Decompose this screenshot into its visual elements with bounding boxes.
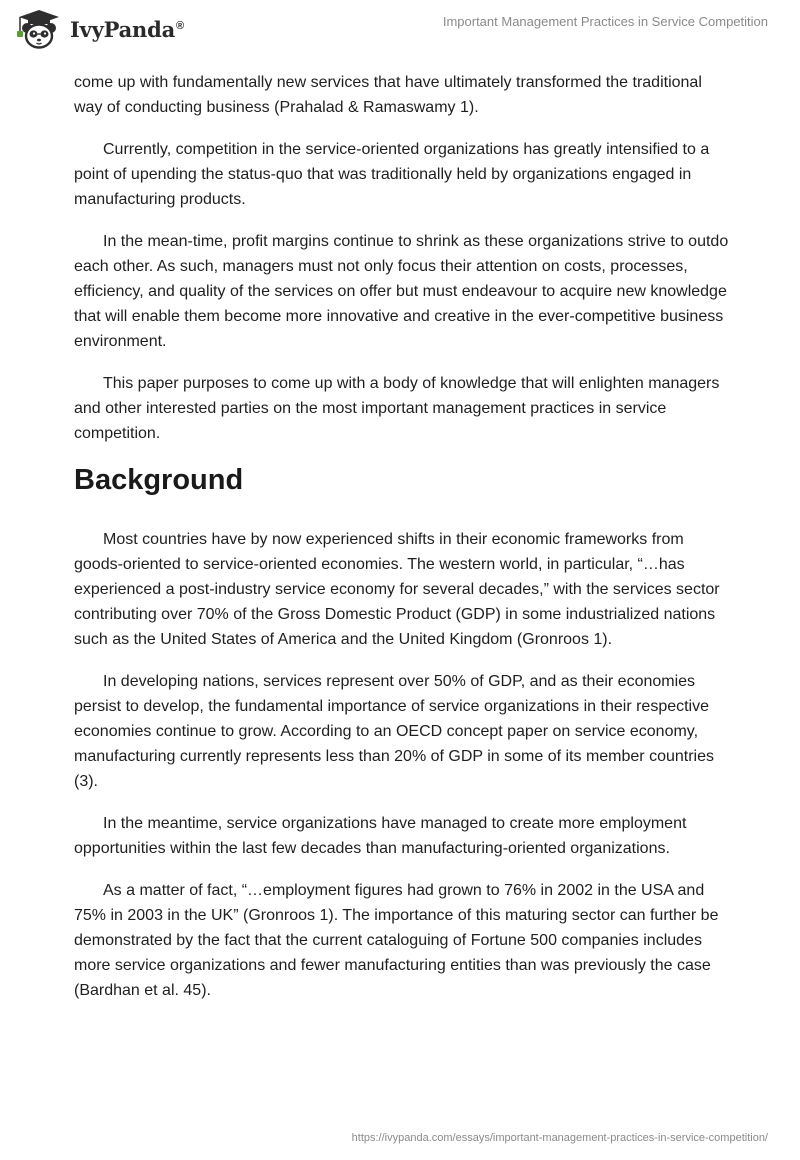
page-header <box>0 0 800 60</box>
document-title: Important Management Practices in Service Competition <box>442 14 768 29</box>
paragraph: In the mean-time, profit margins continue to shrink as these organizations strive to outdo each other. As such, managers must not only focus their attention on costs, processes, efficiency, and quality of the services on offer but must endeavour to acquire new knowledge that will enable them become more innovative and creative in the ever-competitive business environment. <box>74 233 729 350</box>
brand-name-text: IvyPanda <box>70 16 176 42</box>
paragraph: In developing nations, services represent over 50% of GDP, and as their economies persist to develop, the fundamental importance of service organizations in their respective economies continue to grow. According to an OECD concept paper on service economy, manufacturing currently represents less than 20% of GDP in some of its member countries (3). <box>74 673 714 790</box>
paragraph: come up with fundamentally new services that have ultimately transformed the traditional way of conducting business (Prahalad & Ramaswamy 1). <box>74 74 702 116</box>
panda-graduate-icon <box>14 8 64 50</box>
ivypanda-logo[interactable] <box>14 8 184 50</box>
paragraph: In the meantime, service organizations have managed to create more employment opportunities within the last few decades than manufacturing-oriented organizations. <box>74 815 687 857</box>
paragraph: Currently, competition in the service-oriented organizations has greatly intensified to a point of upending the status-quo that was traditionally held by organizations engaged in manufacturing products. <box>74 141 710 208</box>
registered-mark: ® <box>176 19 184 32</box>
paragraph: As a matter of fact, “…employment figures had grown to 76% in 2002 in the USA and 75% in 2003 in the UK” (Gronroos 1). The importance of this maturing sector can further be demonstrated by the fact that the current cataloguing of Fortune 500 companies includes more service organizations and fewer manufacturing entities than was previously the case (Bardhan et al. 45). <box>74 882 719 999</box>
brand-name <box>70 17 184 42</box>
paragraph: Most countries have by now experienced shifts in their economic frameworks from goods-oriented to service-oriented economies. The western world, in particular, “…has experienced a post-industry service economy for several decades,” with the services sector contributing over 70% of the Gross Domestic Product (GDP) in some industrialized nations such as the United States of America and the United Kingdom (Gronroos 1). <box>74 531 720 648</box>
source-url[interactable]: https://ivypanda.com/essays/important-management-practices-in-service-competition/ <box>351 1132 768 1144</box>
essay-content <box>74 70 730 1020</box>
section-heading-background: Background <box>74 464 244 496</box>
paragraph: This paper purposes to come up with a body of knowledge that will enlighten managers and other interested parties on the most important management practices in service competition. <box>74 375 720 442</box>
